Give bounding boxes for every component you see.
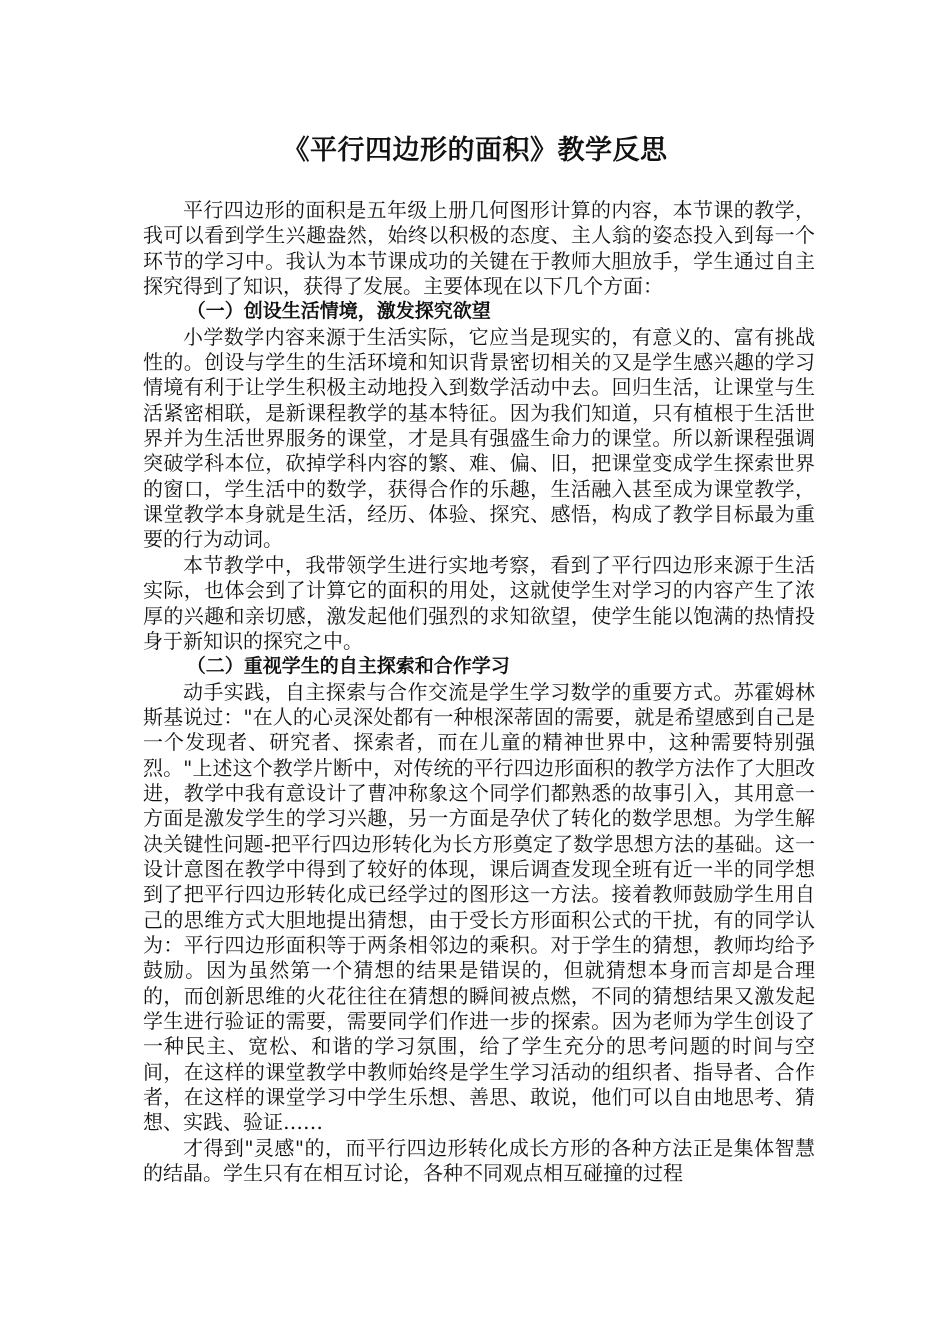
section-1-paragraph-1: 小学数学内容来源于生活实际，它应当是现实的，有意义的、富有挑战性的。创设与学生的生活环境和知识背景密切相关的又是学生感兴趣的学习情境有利于让学生积极主动地投入到数学活动中去。回归生活，让课堂与生活紧密相联，是新课程教学的基本特征。因为我们知道，只有植根于生活世界并为生活世界服务的课堂，才是具有强盛生命力的课堂。所以新课程强调突破学科本位，砍掉学科内容的繁、难、偏、旧，把课堂变成学生探索世界的窗口，学生活中的数学，获得合作的乐趣，生活融入甚至成为课堂教学，课堂教学本身就是生活，经历、体验、探究、感悟，构成了教学目标最为重要的行为动词。 [143,324,815,552]
intro-paragraph: 平行四边形的面积是五年级上册几何图形计算的内容，本节课的教学，我可以看到学生兴趣盎然，始终以积极的态度、主人翁的姿态投入到每一个环节的学习中。我认为本节课成功的关键在于教师大胆放手，学生通过自主探究得到了知识，获得了发展。主要体现在以下几个方面： [143,198,815,299]
section-2-paragraph-1: 动手实践，自主探索与合作交流是学生学习数学的重要方式。苏霍姆林斯基说过："在人的心灵深处都有一种根深蒂固的需要，就是希望感到自己是一个发现者、研究者、探索者，而在儿童的精神世界中，这种需要特别强烈。"上述这个教学片断中，对传统的平行四边形面积的教学方法作了大胆改进，教学中我有意设计了曹冲称象这个同学们都熟悉的故事引入，其用意一方面是激发学生的学习兴趣，另一方面是孕伏了转化的数学思想。为学生解决关键性问题-把平行四边形转化为长方形奠定了数学思想方法的基础。这一设计意图在教学中得到了较好的体现，课后调查发现全班有近一半的同学想到了把平行四边形转化成已经学过的图形这一方法。接着教师鼓励学生用自己的思维方式大胆地提出猜想，由于受长方形面积公式的干扰，有的同学认为：平行四边形面积等于两条相邻边的乘积。对于学生的猜想，教师均给予鼓励。因为虽然第一个猜想的结果是错误的，但就猜想本身而言却是合理的，而创新思维的火花往往在猜想的瞬间被点燃，不同的猜想结果又激发起学生进行验证的需要，需要同学们作进一步的探索。因为老师为学生创设了一种民主、宽松、和谐的学习氛围，给了学生充分的思考问题的时间与空间，在这样的课堂教学中教师始终是学生学习活动的组织者、指导者、合作者，在这样的课堂学习中学生乐想、善思、敢说，他们可以自由地思考、猜想、实践、验证…… [143,679,815,1135]
section-1-paragraph-2: 本节教学中，我带领学生进行实地考察，看到了平行四边形来源于生活实际，也体会到了计算它的面积的用处，这就使学生对学习的内容产生了浓厚的兴趣和亲切感，激发起他们强烈的求知欲望，使学生能以饱满的热情投身于新知识的探究之中。 [143,552,815,653]
document-body [143,198,815,1186]
document-title: 《平行四边形的面积》教学反思 [282,135,668,166]
section-heading-1: （一）创设生活情境，激发探究欲望 [186,300,491,323]
section-2-paragraph-2: 才得到"灵感"的，而平行四边形转化成长方形的各种方法正是集体智慧的结晶。学生只有在相互讨论，各种不同观点相互碰撞的过程 [143,1135,815,1186]
section-heading-2: （二）重视学生的自主探索和合作学习 [186,655,510,678]
